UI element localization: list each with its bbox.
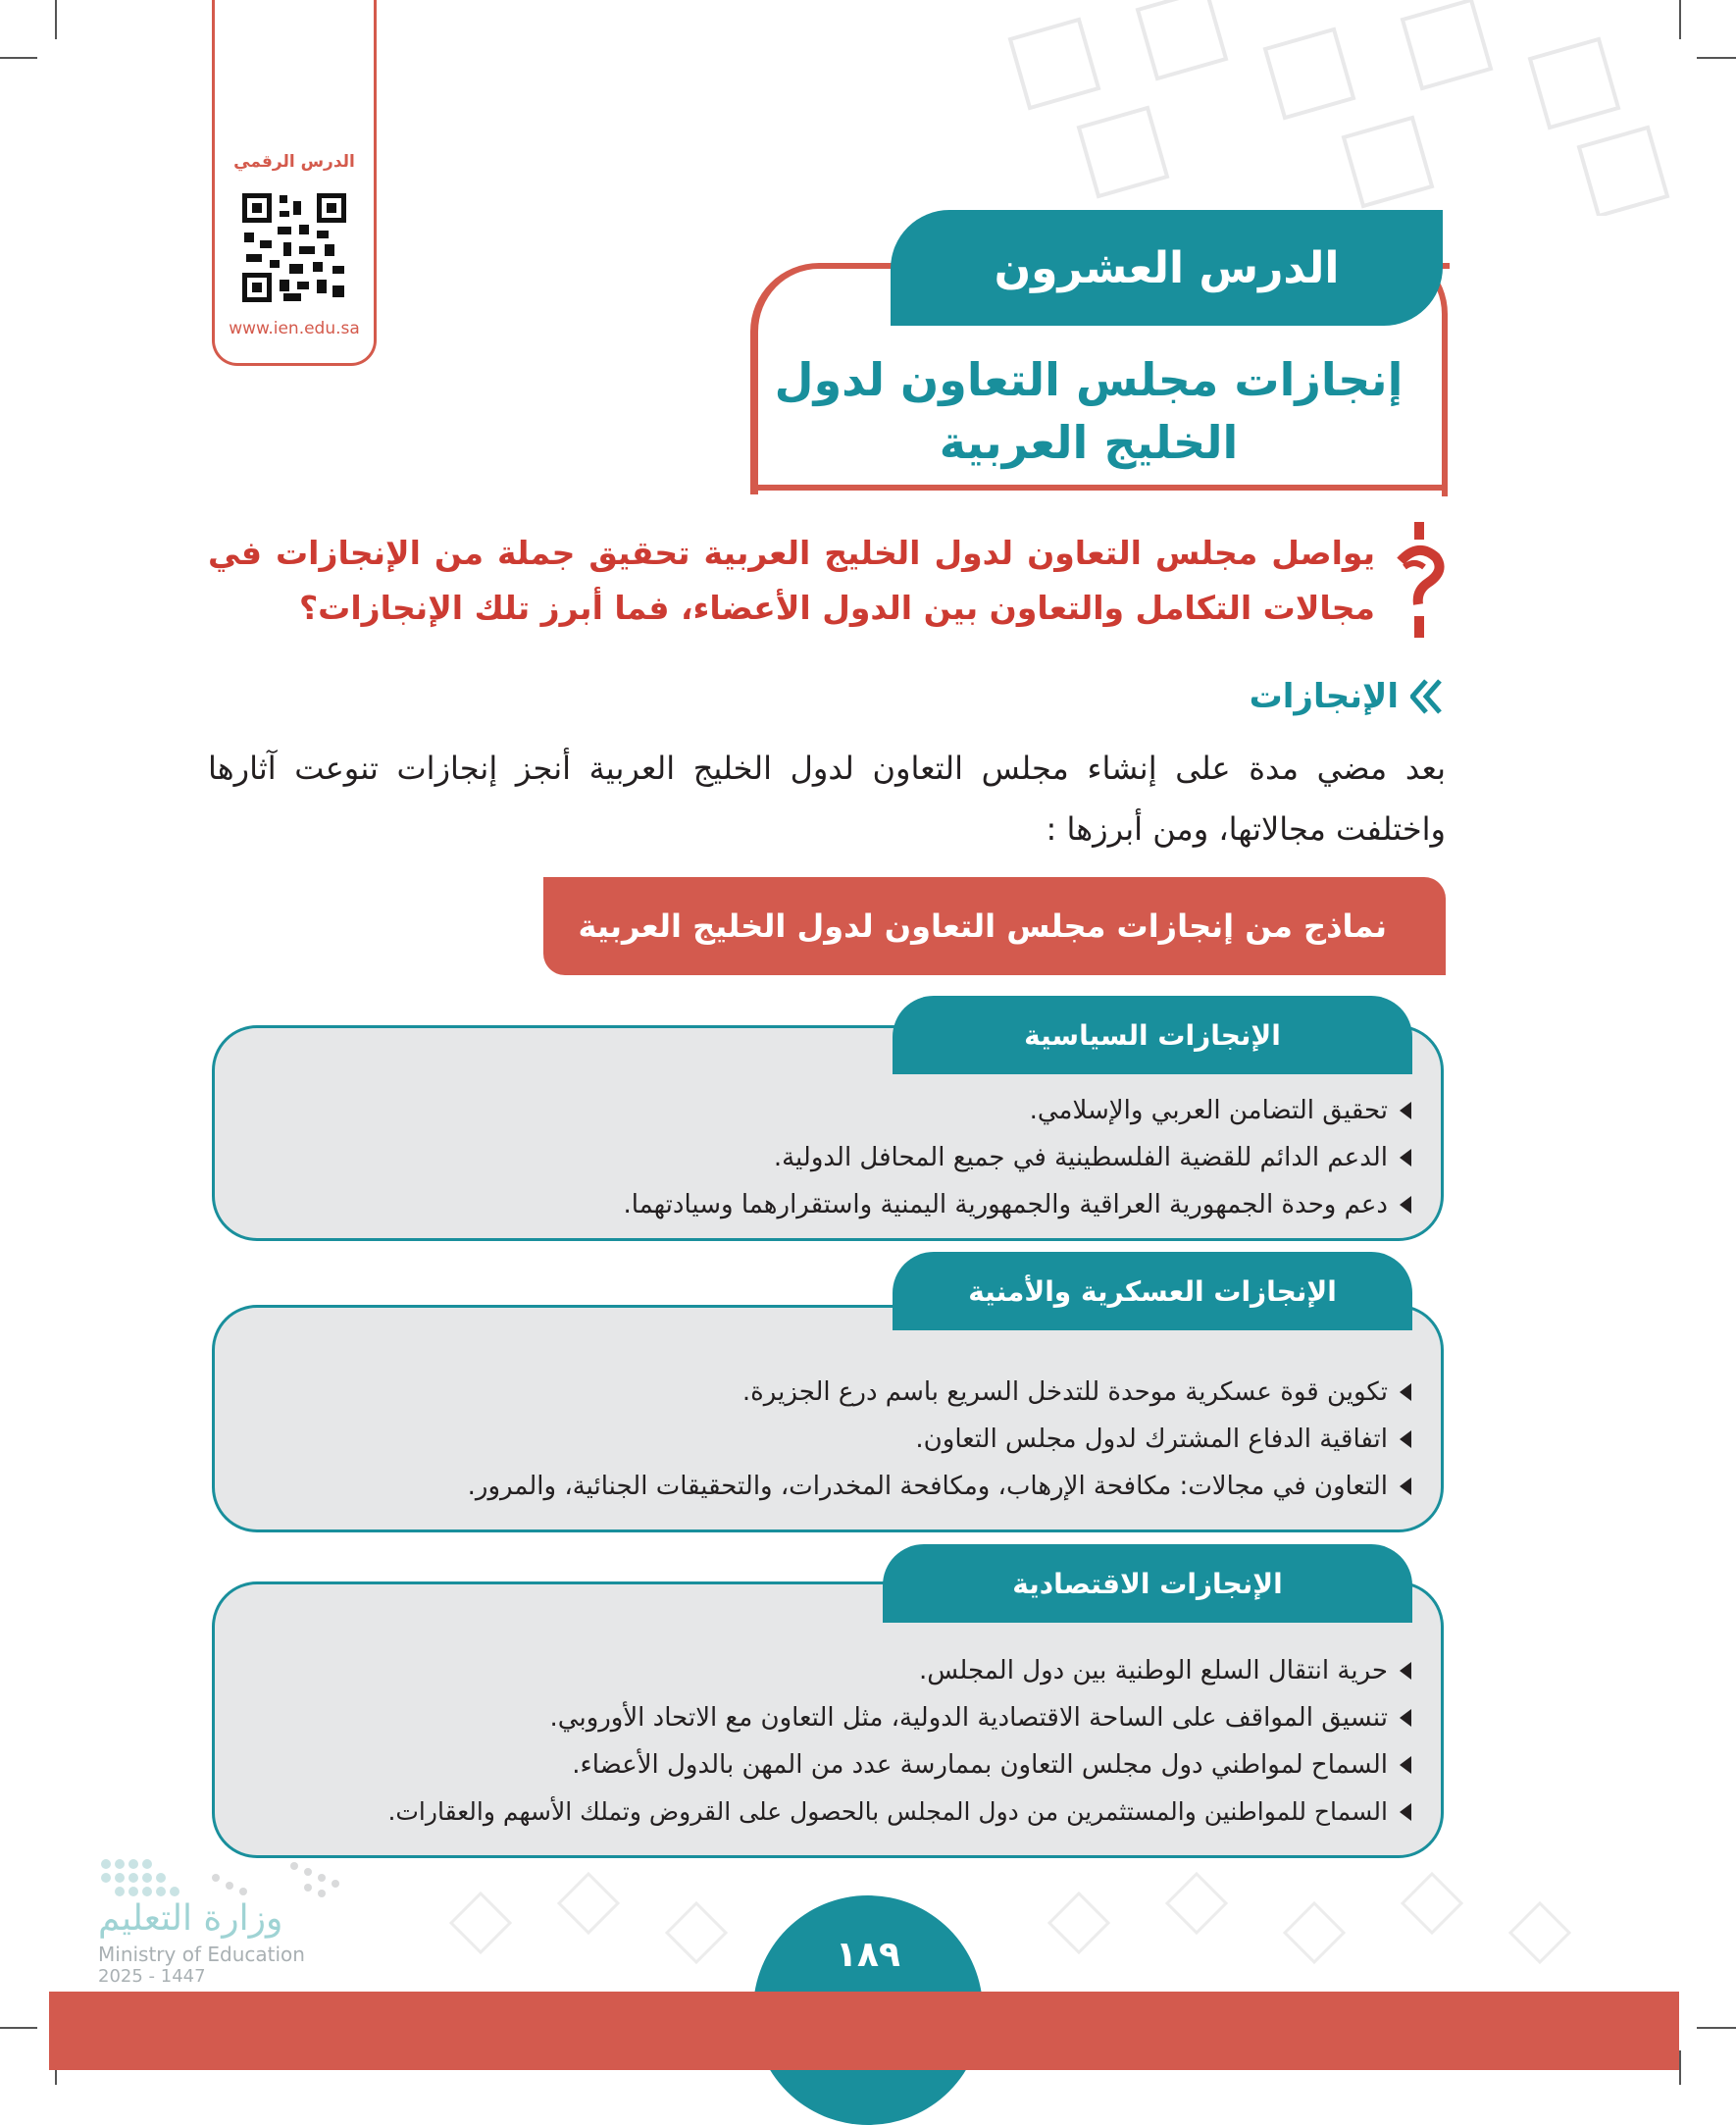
list-item: اتفاقية الدفاع المشترك لدول مجلس التعاون. (244, 1416, 1413, 1463)
box-title-military: الإنجازات العسكرية والأمنية (893, 1252, 1412, 1330)
crop-mark (1679, 0, 1681, 39)
crop-mark (1679, 2050, 1681, 2085)
ministry-name-english: Ministry of Education (98, 1943, 305, 1966)
economic-list (244, 1647, 1413, 1836)
page-number: ١٨٩ (836, 1935, 900, 1975)
box-title-economic: الإنجازات الاقتصادية (883, 1544, 1412, 1623)
question-mark-icon (1391, 522, 1446, 638)
crop-mark (55, 0, 57, 39)
political-list (244, 1087, 1413, 1228)
box-title-political: الإنجازات السياسية (893, 996, 1412, 1074)
crop-mark (1697, 2027, 1736, 2029)
lesson-title-line1: إنجازات مجلس التعاون لدول (774, 353, 1404, 406)
list-item: تحقيق التضامن العربي والإسلامي. (244, 1087, 1413, 1134)
double-chevron-icon (1410, 679, 1444, 714)
lesson-title (765, 348, 1412, 474)
decorative-pattern (971, 0, 1677, 216)
crop-mark (1697, 57, 1736, 59)
list-item: حرية انتقال السلع الوطنية بين دول المجلس. (244, 1647, 1413, 1694)
list-item: دعم وحدة الجمهورية العراقية والجمهورية اليمنية واستقرارهما وسيادتهما. (244, 1181, 1413, 1228)
bullet-icon (1396, 1428, 1413, 1450)
list-item: السماح للمواطنين والمستثمرين من دول المجلس بالحصول على القروض وتملك الأسهم والعقارات. (244, 1788, 1413, 1836)
section-heading-text: الإنجازات (1249, 677, 1399, 716)
bullet-icon (1396, 1476, 1413, 1497)
bullet-icon (1396, 1381, 1413, 1403)
footer-bar (49, 1992, 1679, 2070)
achievement-box-economic (212, 1581, 1444, 1858)
bullet-icon (1396, 1707, 1413, 1729)
intro-question: يواصل مجلس التعاون لدول الخليج العربية تحقيق جملة من الإنجازات في مجالات التكامل والتعاون بين الدول الأعضاء، فما أبرز تلك الإنجازات؟ (208, 534, 1375, 627)
digital-lesson-tab[interactable] (212, 0, 377, 366)
military-list (244, 1369, 1413, 1510)
decorative-pattern (422, 1864, 1599, 1992)
bullet-icon (1396, 1147, 1413, 1168)
list-item: الدعم الدائم للقضية الفلسطينية في جميع المحافل الدولية. (244, 1134, 1413, 1181)
ministry-year: 2025 - 1447 (98, 1966, 206, 1987)
bullet-icon (1396, 1194, 1413, 1216)
digital-lesson-label: الدرس الرقمي (233, 152, 355, 172)
list-item: التعاون في مجالات: مكافحة الإرهاب، ومكافحة المخدرات، والتحقيقات الجنائية، والمرور. (244, 1463, 1413, 1510)
lesson-title-line2: الخليج العربية (939, 416, 1239, 469)
ministry-dots-icon (98, 1856, 353, 1899)
section-heading (1250, 677, 1444, 716)
ministry-name-arabic: وزارة التعليم (98, 1898, 283, 1939)
bullet-icon (1396, 1660, 1413, 1682)
lesson-title-frame-bottom (750, 485, 1448, 491)
list-item: تنسيق المواقف على الساحة الاقتصادية الدولية، مثل التعاون مع الاتحاد الأوروبي. (244, 1694, 1413, 1741)
bullet-icon (1396, 1801, 1413, 1823)
achievement-box-military (212, 1305, 1444, 1532)
list-item: تكوين قوة عسكرية موحدة للتدخل السريع باسم درع الجزيرة. (244, 1369, 1413, 1416)
website-url[interactable]: www.ien.edu.sa (229, 319, 360, 338)
lesson-number-label: الدرس العشرون (891, 210, 1443, 326)
list-item: السماح لمواطني دول مجلس التعاون بممارسة عدد من المهن بالدول الأعضاء. (244, 1741, 1413, 1788)
qr-code-icon[interactable] (240, 191, 348, 304)
crop-mark (0, 2027, 37, 2029)
crop-mark (0, 57, 37, 59)
bullet-icon (1396, 1754, 1413, 1776)
section-body: بعد مضي مدة على إنشاء مجلس التعاون لدول الخليج العربية أنجز إنجازات تنوعت آثارها واختلفت مجالاتها، ومن أبرزها : (208, 750, 1446, 848)
bullet-icon (1396, 1100, 1413, 1121)
examples-banner: نماذج من إنجازات مجلس التعاون لدول الخليج العربية (543, 877, 1446, 975)
